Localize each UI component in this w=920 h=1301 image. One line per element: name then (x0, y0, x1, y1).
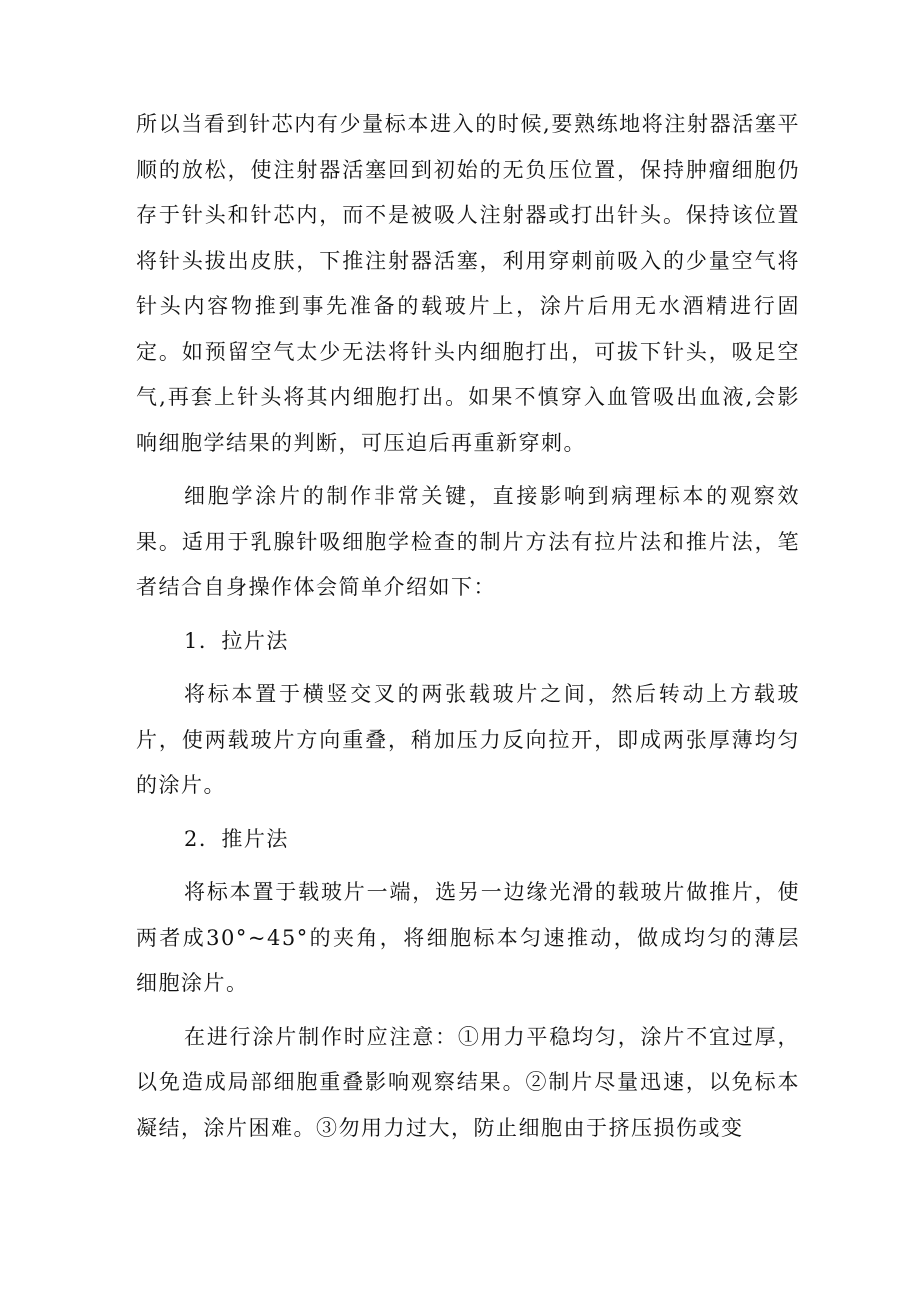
heading-push-method: 2．推片法 (184, 826, 289, 851)
paragraph-pull-method: 将标本置于横竖交叉的两张载玻片之间，然后转动上方载玻片，使两载玻片方向重叠，稍加压力反向拉开，即成两张厚薄均匀的涂片。 (136, 682, 800, 797)
paragraph-smear-importance: 细胞学涂片的制作非常关键，直接影响到病理标本的观察效果。适用于乳腺针吸细胞学检查的制片方法有拉片法和推片法，笔者结合自身操作体会简单介绍如下： (136, 484, 800, 599)
paragraph-needle-release: 所以当看到针芯内有少量标本进入的时候,要熟练地将注射器活塞平顺的放松，使注射器活塞回到初始的无负压位置，保持肿瘤细胞仍存于针头和针芯内，而不是被吸人注射器或打出针头。保持该位置将针头拔出皮肤，下推注射器活塞，利用穿刺前吸入的少量空气将针头内容物推到事先准备的载玻片上，涂片后用无水酒精进行固定。如预留空气太少无法将针头内细胞打出，可拔下针头，吸足空气,再套上针头将其内细胞打出。如果不慎穿入血管吸出血液,会影响细胞学结果的判断，可压迫后再重新穿刺。 (136, 112, 800, 455)
paragraph-push-method: 将标本置于载玻片一端，选另一边缘光滑的载玻片做推片，使两者成30°~45°的夹角，将细胞标本匀速推动，做成均匀的薄层细胞涂片。 (136, 880, 800, 995)
document-body (136, 102, 800, 1151)
heading-pull-method: 1．拉片法 (184, 628, 289, 653)
paragraph-precautions: 在进行涂片制作时应注意：①用力平稳均匀，涂片不宜过厚，以免造成局部细胞重叠影响观察结果。②制片尽量迅速，以免标本凝结，涂片困难。③勿用力过大，防止细胞由于挤压损伤或变 (136, 1024, 800, 1140)
